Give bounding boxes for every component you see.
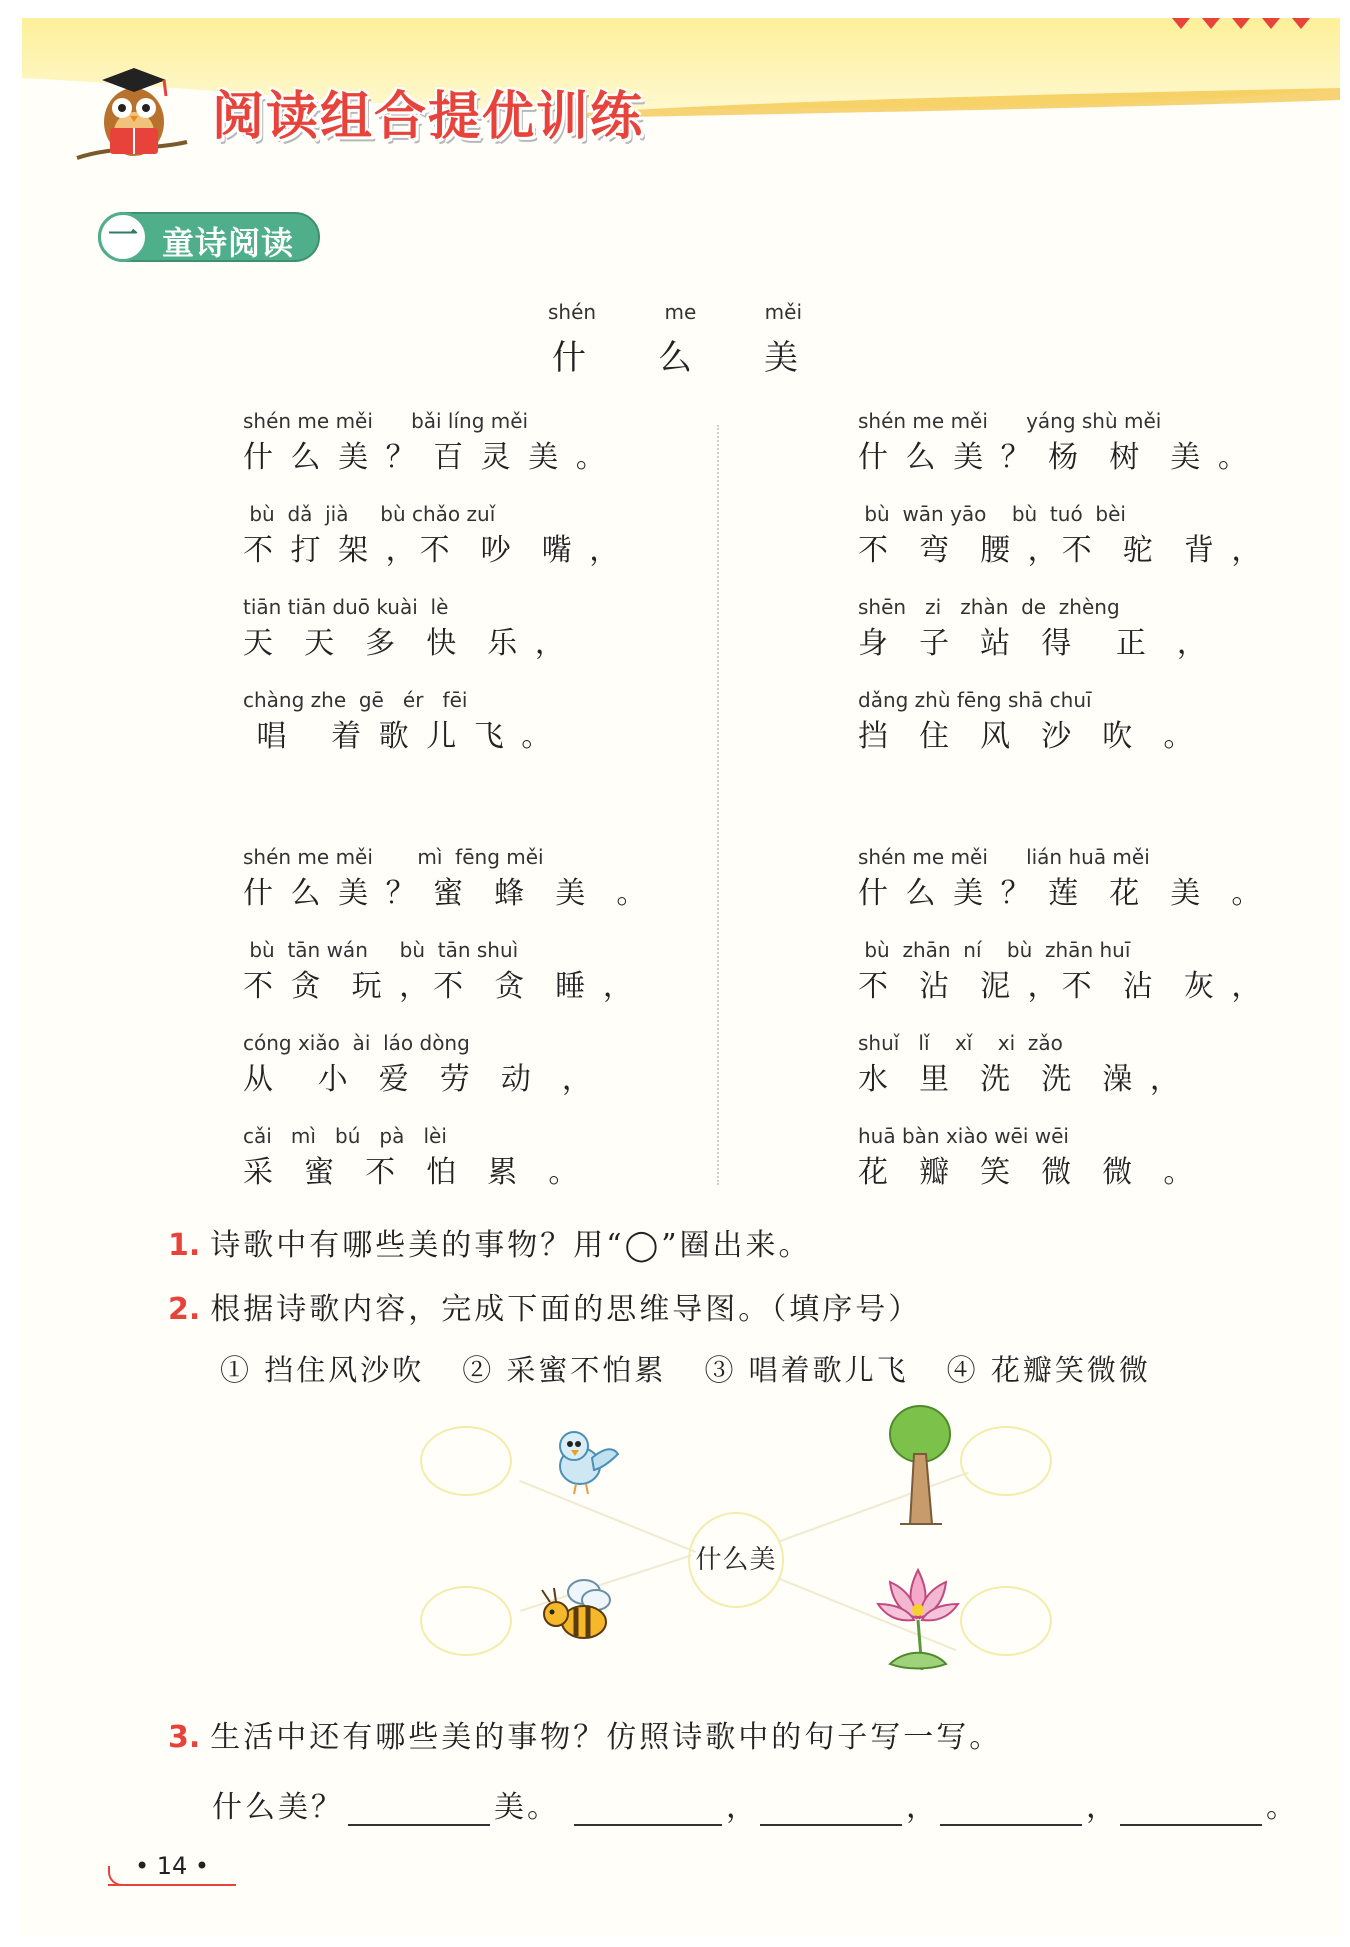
- hanzi-line: 水 里 洗 洗 澡 ，: [858, 1062, 1184, 1097]
- header-title: 阅读组合提优训练: [212, 87, 645, 147]
- question-text: 诗歌中有哪些美的事物？用“◯”圈出来。: [210, 1228, 812, 1263]
- section-label: 童诗阅读: [162, 224, 295, 262]
- tree-icon: [680, 1396, 760, 1536]
- hanzi-line: 唱 着 歌 儿 飞 。: [243, 719, 556, 754]
- hanzi-line: 花 瓣 笑 微 微 。: [858, 1155, 1198, 1190]
- question-number: 2.: [168, 1292, 201, 1327]
- pinyin-line: shēn zi zhàn de zhèng: [858, 595, 1120, 619]
- stanza-yangshu: [858, 406, 1278, 778]
- pinyin-line: bù tān wán bù tān shuì: [243, 938, 519, 962]
- answer-blank[interactable]: [574, 1792, 722, 1826]
- pinyin-line: shén me měi yáng shù měi: [858, 409, 1162, 433]
- question-text: 生活中还有哪些美的事物？仿照诗歌中的句子写一写。: [210, 1720, 1003, 1755]
- question-2: [168, 1284, 921, 1328]
- answer-prefix: 什么美？: [212, 1790, 344, 1825]
- pinyin-line: dǎng zhù fēng shā chuī: [858, 688, 1092, 712]
- hanzi-line: 不 沾 泥 ，不 沾 灰 ，: [858, 969, 1266, 1004]
- option-item: ② 采蜜不怕累: [462, 1353, 667, 1387]
- hanzi-line: 什 么 美 ？ 百 灵 美 。: [243, 440, 610, 475]
- poem-title: [540, 300, 810, 379]
- answer-oval-lotus[interactable]: [960, 1586, 1052, 1656]
- section-badge: [98, 212, 320, 262]
- answer-blank[interactable]: [940, 1792, 1082, 1826]
- hanzi-line: 什 么 美 ？ 杨 树 美 。: [858, 440, 1252, 475]
- column-divider: [717, 425, 719, 1185]
- owl-mascot-icon: [72, 50, 192, 170]
- tree-icon: [880, 1400, 960, 1530]
- pinyin-line: bù zhān ní bù zhān huī: [858, 938, 1131, 962]
- hanzi-line: 身 子 站 得 正 ，: [858, 626, 1211, 661]
- title-pinyin: shén: [548, 300, 597, 324]
- question-3: [168, 1712, 1002, 1756]
- answer-line: [212, 1782, 1296, 1826]
- header-decor-triangles: [1172, 18, 1310, 29]
- pinyin-line: cǎi mì bú pà lèi: [243, 1124, 447, 1148]
- bird-icon: [540, 1418, 624, 1502]
- hanzi-line: 不 弯 腰 ，不 驼 背 ，: [858, 533, 1266, 568]
- answer-oval-bird[interactable]: [420, 1426, 512, 1496]
- answer-blank[interactable]: [1120, 1792, 1262, 1826]
- answer-mid: 美。: [494, 1790, 560, 1825]
- pinyin-line: shén me měi bǎi líng měi: [243, 409, 529, 433]
- question-1: [168, 1220, 812, 1264]
- mind-map: [400, 1400, 1060, 1690]
- answer-comma: ，: [1086, 1790, 1116, 1825]
- answer-comma: ，: [726, 1790, 756, 1825]
- hanzi-line: 什 么 美 ？ 蜜 蜂 美 。: [243, 876, 651, 911]
- option-item: ① 挡住风沙吹: [220, 1353, 425, 1387]
- stanza-mifeng: [243, 842, 663, 1214]
- stanza-lianhua: [858, 842, 1278, 1214]
- hanzi-line: 什 么 美 ？ 莲 花 美 。: [858, 876, 1266, 911]
- bee-icon: [534, 1570, 620, 1650]
- title-pinyin: me: [664, 300, 697, 324]
- answer-blank[interactable]: [760, 1792, 902, 1826]
- stanza-bailing: [243, 406, 663, 778]
- option-item: ④ 花瓣笑微微: [946, 1353, 1151, 1387]
- title-hanzi: 什: [552, 338, 586, 378]
- pinyin-line: chàng zhe gē ér fēi: [243, 688, 468, 712]
- title-hanzi: 么: [658, 338, 692, 378]
- pinyin-line: bù dǎ jià bù chǎo zuǐ: [243, 502, 496, 526]
- pinyin-line: shén me měi lián huā měi: [858, 845, 1150, 869]
- answer-oval-bee[interactable]: [420, 1586, 512, 1656]
- hanzi-line: 天 天 多 快 乐 ，: [243, 626, 569, 661]
- option-item: ③ 唱着歌儿飞: [704, 1353, 909, 1387]
- answer-end: 。: [1266, 1790, 1296, 1825]
- answer-blank[interactable]: [348, 1792, 490, 1826]
- options-list: [220, 1348, 1151, 1389]
- mind-map-center: 什么美: [688, 1512, 784, 1608]
- pinyin-line: shuǐ lǐ xǐ xi zǎo: [858, 1031, 1063, 1055]
- title-hanzi: 美: [764, 338, 798, 378]
- hanzi-line: 挡 住 风 沙 吹 。: [858, 719, 1198, 754]
- question-number: 3.: [168, 1720, 201, 1755]
- pinyin-line: tiān tiān duō kuài lè: [243, 595, 449, 619]
- pinyin-line: cóng xiǎo ài láo dòng: [243, 1031, 470, 1055]
- pinyin-line: bù wān yāo bù tuó bèi: [858, 502, 1126, 526]
- hanzi-line: 不 贪 玩 ，不 贪 睡 ，: [243, 969, 637, 1004]
- title-pinyin: měi: [764, 300, 802, 324]
- hanzi-line: 不 打 架 ，不 吵 嘴 ，: [243, 533, 624, 568]
- answer-oval-tree[interactable]: [960, 1426, 1052, 1496]
- question-text: 根据诗歌内容，完成下面的思维导图。（填序号）: [210, 1292, 922, 1327]
- page-number: • 14 •: [108, 1852, 236, 1886]
- pinyin-line: shén me měi mì fēng měi: [243, 845, 544, 869]
- hanzi-line: 从 小 爱 劳 动 ，: [243, 1062, 596, 1097]
- hanzi-line: 采 蜜 不 怕 累 。: [243, 1155, 583, 1190]
- section-number: 一: [98, 212, 148, 262]
- pinyin-line: huā bàn xiào wēi wēi: [858, 1124, 1069, 1148]
- answer-comma: ，: [906, 1790, 936, 1825]
- question-number: 1.: [168, 1228, 201, 1263]
- lotus-icon: [870, 1560, 966, 1680]
